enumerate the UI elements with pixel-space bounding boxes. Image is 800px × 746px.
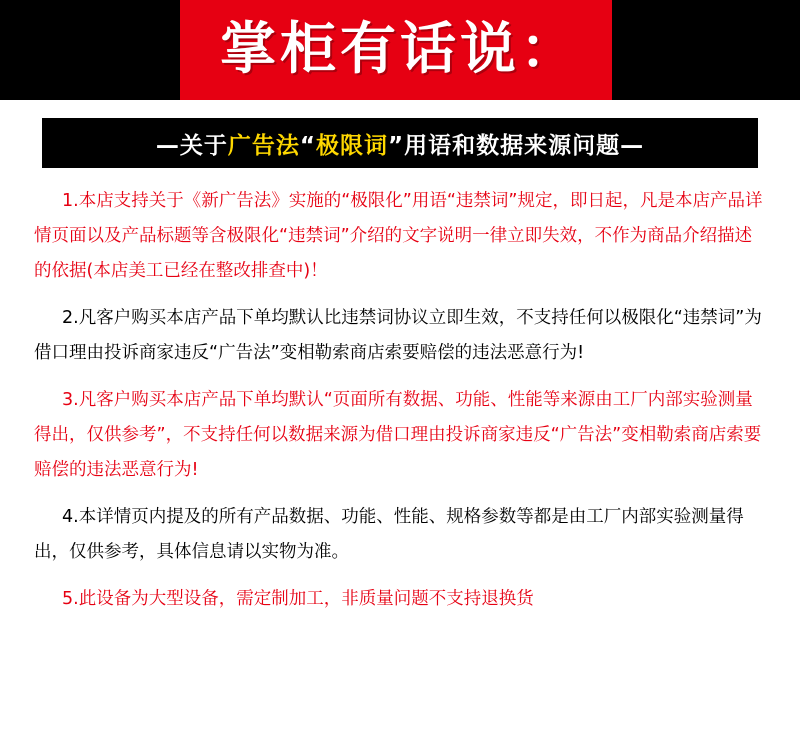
banner-inner [0,0,800,100]
subtitle-highlight-ad-law: 广告法 [227,132,300,159]
subtitle-highlight-extreme-words: 极限词 [316,132,388,159]
subtitle-prefix: —关于 [155,132,228,159]
notice-paragraph-5-text: 5.此设备为大型设备，需定制加工，非质量问题不支持退换货 [62,589,534,609]
header-banner [0,0,800,100]
subtitle-middle: “ [299,132,316,159]
notice-paragraph-4-text: 4.本详情页内提及的所有产品数据、功能、性能、规格参数等都是由工厂内部实验测量得出，仅供参考，具体信息请以实物为准。 [34,507,744,562]
banner-title: 掌柜有话说： [220,17,580,82]
notice-paragraph-1 [34,184,766,289]
notice-paragraph-2 [34,301,766,371]
notice-paragraph-5 [34,582,766,617]
subtitle-suffix: ”用语和数据来源问题— [388,132,645,159]
notice-paragraph-2-text: 2.凡客户购买本店产品下单均默认比违禁词协议立即生效，不支持任何以极限化“违禁词”为借口理由投诉商家违反“广告法”变相勒索商店索要赔偿的违法恶意行为! [34,308,762,363]
notice-paragraph-4 [34,500,766,570]
notice-paragraph-3 [34,383,766,488]
subtitle-text [156,127,644,160]
notice-paragraph-1-text: 1.本店支持关于《新广告法》实施的“极限化”用语“违禁词”规定，即日起，凡是本店产品详情页面以及产品标题等含极限化“违禁词”介绍的文字说明一律立即失效，不作为商品介绍描述的依据(本店美工已经在整改排查中)！ [34,191,763,281]
notice-paragraph-3-text: 3.凡客户购买本店产品下单均默认“页面所有数据、功能、性能等来源由工厂内部实验测量得出，仅供参考”，不支持任何以数据来源为借口理由投诉商家违反“广告法”变相勒索商店索要赔偿的违法恶意行为! [34,390,762,480]
notice-content [0,168,800,617]
subtitle-bar [42,118,758,168]
